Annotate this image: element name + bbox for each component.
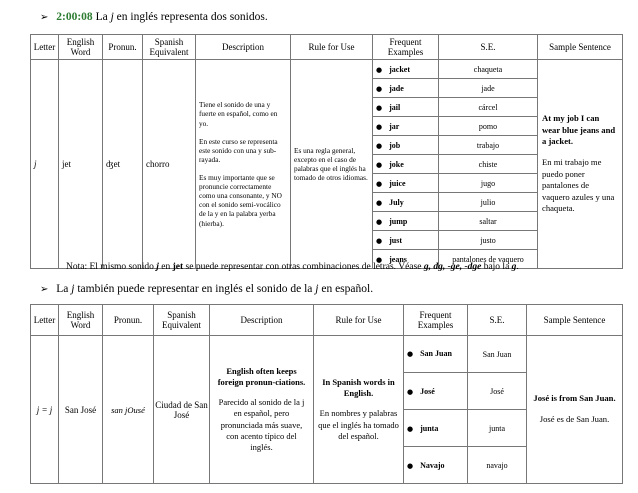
heading-text-b: en inglés representa dos sonidos.: [113, 11, 268, 23]
sample-english: José is from San Juan.: [533, 393, 616, 404]
bullet-icon: ●: [407, 350, 414, 359]
example-word: ● Navajo: [404, 447, 468, 484]
example-word: ● jail: [373, 98, 439, 117]
cell-english-word: San José: [59, 336, 103, 484]
example-translation: cárcel: [439, 98, 538, 117]
bullet-icon: ●: [407, 387, 414, 396]
header-english-word: English Word: [59, 35, 103, 60]
bullet-icon: ●: [376, 217, 383, 226]
description-bold: English often keeps foreign pronun-ciations.: [217, 366, 306, 388]
example-word: ● jar: [373, 117, 439, 136]
example-translation: chiste: [439, 155, 538, 174]
bullet-icon: ●: [376, 198, 383, 207]
section-1-heading: [40, 11, 268, 23]
example-translation: pantalones de vaquero: [439, 250, 538, 269]
rule-text: En nombres y palabras que el inglés ha tomado del español.: [318, 408, 399, 441]
example-word: ● joke: [373, 155, 439, 174]
header-letter: Letter: [31, 305, 59, 336]
description-paragraph-3: Es muy importante que se pronuncie correctamente como una consonante, y NO con el sonido semi-vocálico de la y en la palabra yerba (hierba).: [199, 173, 282, 228]
example-word: ● jump: [373, 212, 439, 231]
table-header-row: [31, 35, 623, 60]
bullet-icon: ●: [376, 84, 383, 93]
example-word: ● junta: [404, 410, 468, 447]
example-translation: pomo: [439, 117, 538, 136]
example-translation: trabajo: [439, 136, 538, 155]
example-translation: julio: [439, 193, 538, 212]
cell-spanish-equivalent: chorro: [143, 60, 196, 269]
bullet-icon: ●: [376, 141, 383, 150]
bullet-icon: ●: [376, 103, 383, 112]
table-header-row: [31, 305, 623, 336]
table-row: [31, 60, 623, 79]
rule-bold: In Spanish words in English.: [322, 377, 395, 399]
example-translation: junta: [468, 410, 527, 447]
bullet-icon: ●: [407, 424, 414, 433]
example-word: ● jacket: [373, 60, 439, 79]
example-word: ● jeans: [373, 250, 439, 269]
header-sample-sentence: Sample Sentence: [527, 305, 623, 336]
example-word: ● job: [373, 136, 439, 155]
cell-letter: j: [31, 60, 59, 269]
header-letter: Letter: [31, 35, 59, 60]
example-word: ● jade: [373, 79, 439, 98]
table-row: [31, 336, 623, 373]
header-se: S.E.: [439, 35, 538, 60]
header-sample-sentence: Sample Sentence: [538, 35, 623, 60]
example-word: ● just: [373, 231, 439, 250]
header-english-word: English Word: [59, 305, 103, 336]
cell-rule-for-use: [314, 336, 404, 484]
bullet-icon: ●: [376, 236, 383, 245]
cell-letter: j = j: [31, 336, 59, 484]
cell-description: [196, 60, 291, 269]
example-translation: jugo: [439, 174, 538, 193]
sounds-table-1: [30, 34, 623, 269]
header-description: Description: [210, 305, 314, 336]
note-text: Nota: El mismo sonido j en jet se puede representar con otras combinaciones de letras. Véase g, dg, -ge, -dge bajo la g.: [66, 262, 519, 272]
header-pronun: Pronun.: [103, 35, 143, 60]
arrow-bullet-icon: ➢: [40, 284, 49, 295]
header-frequent-examples: Frequent Examples: [373, 35, 439, 60]
cell-spanish-equivalent: Ciudad de San José: [154, 336, 210, 484]
bullet-icon: ●: [376, 160, 383, 169]
cell-sample-sentence: [527, 336, 623, 484]
heading-text-a: La: [95, 11, 111, 23]
section-2-heading: ➢ La j también puede representar en inglés el sonido de la j en español.: [40, 283, 374, 295]
example-translation: chaqueta: [439, 60, 538, 79]
timestamp: 2:00:08: [56, 11, 93, 23]
header-pronun: Pronun.: [103, 305, 154, 336]
header-se: S.E.: [468, 305, 527, 336]
example-translation: justo: [439, 231, 538, 250]
example-translation: saltar: [439, 212, 538, 231]
example-word: ● July: [373, 193, 439, 212]
cell-sample-sentence: [538, 60, 623, 269]
bullet-icon: ●: [376, 255, 383, 264]
cell-rule-for-use: Es una regla general, excepto en el caso de palabras que el inglés ha tomado de otros idiomas.: [291, 60, 373, 269]
example-translation: José: [468, 373, 527, 410]
bullet-icon: ●: [376, 122, 383, 131]
bullet-icon: ●: [407, 461, 414, 470]
cell-english-word: jet: [59, 60, 103, 269]
example-translation: navajo: [468, 447, 527, 484]
sample-spanish: En mi trabajo me puedo poner pantalones de vaquero azules y una chaqueta.: [542, 156, 615, 214]
header-rule-for-use: Rule for Use: [314, 305, 404, 336]
header-frequent-examples: Frequent Examples: [404, 305, 468, 336]
example-translation: San Juan: [468, 336, 527, 373]
cell-pronun: ʤet: [103, 60, 143, 269]
header-rule-for-use: Rule for Use: [291, 35, 373, 60]
bullet-icon: ●: [376, 65, 383, 74]
example-translation: jade: [439, 79, 538, 98]
cell-pronun: san jOusé: [103, 336, 154, 484]
header-description: Description: [196, 35, 291, 60]
description-paragraph-1: Tiene el sonido de una y fuerte en español, como en yo.: [199, 100, 278, 128]
sounds-table-2: [30, 304, 623, 484]
description-paragraph-2: En este curso se representa este sonido con una y sub-rayada.: [199, 136, 278, 164]
description-text: Parecido al sonido de la j en español, pero pronunciada más suave, con acento típico del inglés.: [218, 397, 305, 452]
header-spanish-equivalent: Spanish Equivalent: [143, 35, 196, 60]
bullet-icon: ●: [376, 179, 383, 188]
arrow-bullet-icon: ➢: [40, 12, 49, 23]
example-word: ● juice: [373, 174, 439, 193]
heading-letter: j: [110, 11, 114, 23]
example-word: ● San Juan: [404, 336, 468, 373]
sample-english: At my job I can wear blue jeans and a jacket.: [542, 113, 616, 147]
example-word: ● José: [404, 373, 468, 410]
cell-description: [210, 336, 314, 484]
sample-spanish: José es de San Juan.: [539, 414, 610, 424]
header-spanish-equivalent: Spanish Equivalent: [154, 305, 210, 336]
